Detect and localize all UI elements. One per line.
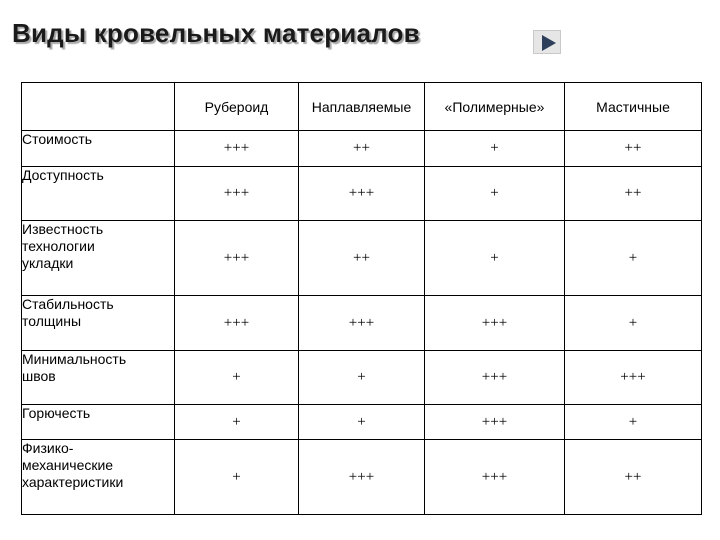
value-cell: +++	[299, 296, 425, 351]
value-cell: +++	[425, 296, 565, 351]
row-label-line: характеристики	[22, 474, 124, 490]
table-row	[22, 351, 702, 405]
value-cell: +	[565, 296, 702, 351]
value-cell: ++	[299, 131, 425, 167]
table-row	[22, 405, 702, 440]
row-label-line: Минимальность	[22, 351, 127, 367]
value-cell: +++	[425, 351, 565, 405]
row-label-line: механические	[22, 457, 114, 473]
table-row	[22, 221, 702, 296]
row-label-line: Стоимость	[22, 131, 93, 147]
value-cell: ++	[565, 167, 702, 221]
column-header-naplavlyaemye: Наплавляемые	[299, 83, 425, 131]
column-header-ruberoid: Рубероид	[175, 83, 299, 131]
value-cell: +++	[175, 221, 299, 296]
value-cell: +++	[299, 167, 425, 221]
table-row	[22, 296, 702, 351]
value-cell: ++	[565, 131, 702, 167]
row-label-physico-mechanical	[22, 440, 175, 515]
value-cell: +++	[299, 440, 425, 515]
row-label-line: толщины	[22, 313, 82, 329]
value-cell: ++	[299, 221, 425, 296]
value-cell: +++	[175, 167, 299, 221]
row-label-line: Горючесть	[22, 405, 91, 421]
row-label-line: укладки	[22, 255, 74, 271]
value-cell: +	[299, 351, 425, 405]
value-cell: +++	[175, 131, 299, 167]
value-cell: +	[565, 405, 702, 440]
value-cell: +	[565, 221, 702, 296]
table-header-row	[22, 83, 702, 131]
corner-cell	[22, 83, 175, 131]
row-label-line: Стабильность	[22, 296, 114, 312]
row-label-line: Доступность	[22, 167, 104, 183]
value-cell: +	[425, 167, 565, 221]
page-title: Виды кровельных материалов	[12, 18, 420, 48]
row-label-line: технологии	[22, 238, 95, 254]
table-row	[22, 167, 702, 221]
next-slide-button[interactable]	[533, 30, 561, 54]
row-label-availability	[22, 167, 175, 221]
row-label-line: швов	[22, 368, 56, 384]
value-cell: +++	[425, 405, 565, 440]
row-label-seam-minimality	[22, 351, 175, 405]
value-cell: +	[299, 405, 425, 440]
value-cell: +	[175, 405, 299, 440]
table-row	[22, 440, 702, 515]
value-cell: +++	[425, 440, 565, 515]
value-cell: +	[175, 440, 299, 515]
value-cell: +	[425, 131, 565, 167]
play-triangle-icon	[542, 35, 556, 51]
row-label-line: Известность	[22, 221, 104, 237]
value-cell: +++	[175, 296, 299, 351]
roofing-materials-table	[21, 82, 702, 515]
value-cell: +++	[565, 351, 702, 405]
row-label-cost	[22, 131, 175, 167]
column-header-polimernye: «Полимерные»	[425, 83, 565, 131]
row-label-thickness-stability	[22, 296, 175, 351]
table-row	[22, 131, 702, 167]
row-label-line: Физико-	[22, 440, 74, 456]
value-cell: ++	[565, 440, 702, 515]
value-cell: +	[175, 351, 299, 405]
value-cell: +	[425, 221, 565, 296]
column-header-mastichnye: Мастичные	[565, 83, 702, 131]
row-label-flammability	[22, 405, 175, 440]
row-label-technology-familiarity	[22, 221, 175, 296]
